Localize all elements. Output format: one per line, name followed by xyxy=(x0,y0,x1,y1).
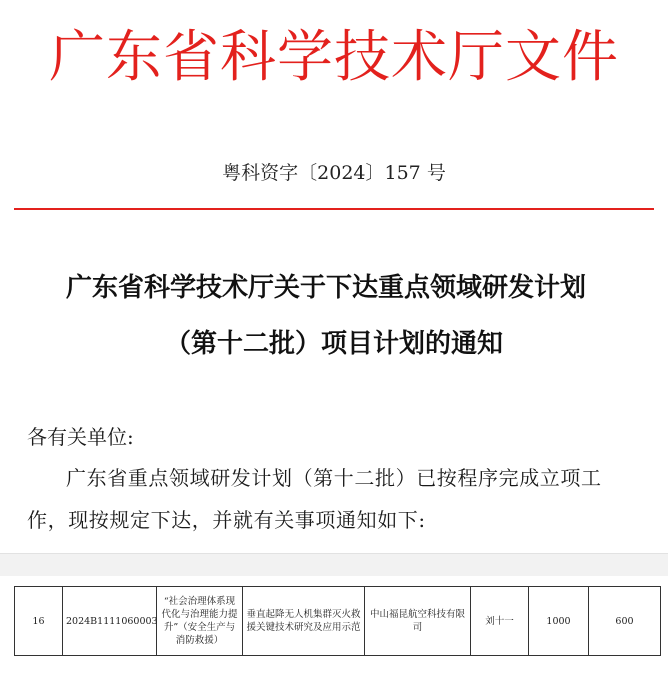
cell-provincial-funding: 600 xyxy=(589,587,661,656)
cell-project-number: 2024B1111060003 xyxy=(63,587,157,656)
project-table-excerpt xyxy=(0,578,668,673)
issuer-header: 广东省科学技术厅文件 xyxy=(49,25,619,90)
cell-organization: 中山福昆航空科技有限 司 xyxy=(365,587,471,656)
cell-total-funding: 1000 xyxy=(529,587,589,656)
section-divider xyxy=(0,553,668,576)
red-separator-line xyxy=(14,208,654,210)
document-number: 粤科资字〔2024〕157 号 xyxy=(222,162,446,184)
body-paragraph-line-2: 作，现按规定下达，并就有关事项通知如下: xyxy=(27,508,426,532)
project-table xyxy=(14,586,661,656)
body-paragraph-line-1: 广东省重点领域研发计划（第十二批）已按程序完成立项工 xyxy=(66,466,602,490)
cell-category: “社会治理体系现代化与治理能力提升”（安全生产与消防救援） xyxy=(157,587,243,656)
notice-title-line-2: （第十二批）项目计划的通知 xyxy=(164,329,503,359)
cell-leader: 刘十一 xyxy=(471,587,529,656)
cell-project-name: 垂直起降无人机集群灭火救援关键技术研究及应用示范 xyxy=(243,587,365,656)
notice-title-line-1: 广东省科学技术厅关于下达重点领域研发计划 xyxy=(65,273,586,303)
salutation: 各有关单位: xyxy=(27,425,134,449)
cell-index: 16 xyxy=(15,587,63,656)
table-row xyxy=(15,587,661,656)
